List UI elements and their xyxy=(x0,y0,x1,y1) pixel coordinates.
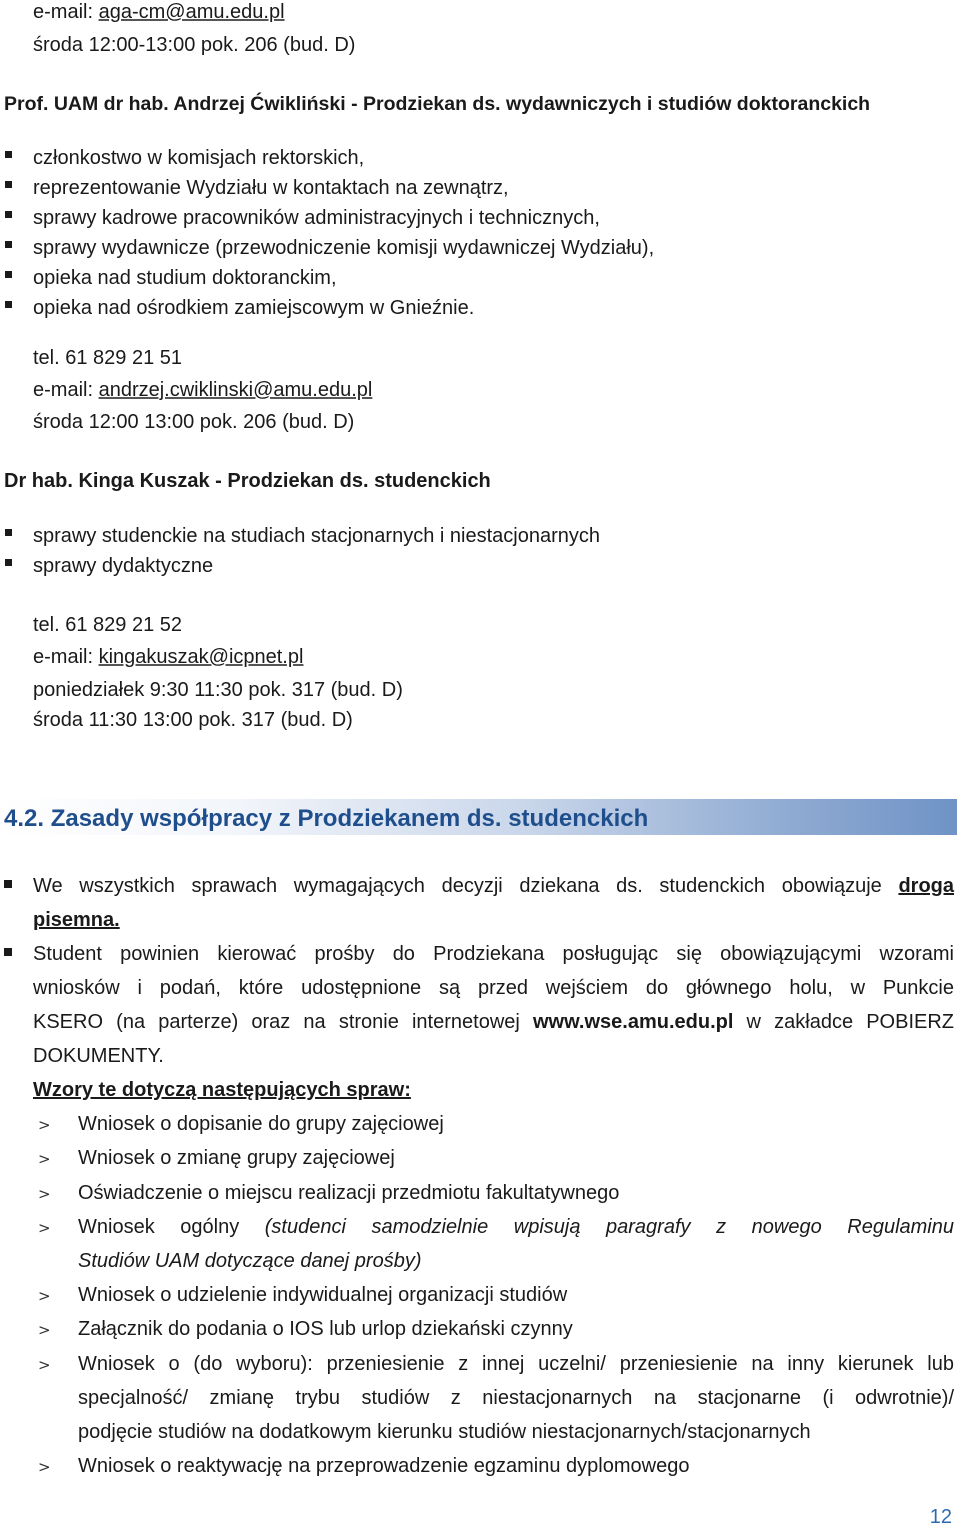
chevron-right-icon: > xyxy=(38,1287,51,1305)
list-item: Oświadczenie o miejscu realizacji przedmiotu fakultatywnego xyxy=(78,1182,620,1204)
person2-name: Dr hab. Kinga Kuszak - Prodziekan ds. studenckich xyxy=(4,470,491,492)
chevron-right-icon: > xyxy=(38,1185,51,1203)
person1-email-link[interactable]: andrzej.cwiklinski@amu.edu.pl xyxy=(98,379,373,401)
person1-email-line: e-mail: andrzej.cwiklinski@amu.edu.pl xyxy=(33,379,373,401)
top-hours: środa 12:00-13:00 pok. 206 (bud. D) xyxy=(33,34,356,56)
bullet-square xyxy=(5,529,12,536)
list-item-continuation: podjęcie studiów na dodatkowym kierunku studiów niestacjonarnych/stacjonarnych xyxy=(78,1421,811,1443)
person2-hours-1: poniedziałek 9:30 11:30 pok. 317 (bud. D) xyxy=(33,679,403,701)
list-item: Wniosek o dopisanie do grupy zajęciowej xyxy=(78,1113,444,1135)
rule-2-line-4: DOKUMENTY. xyxy=(33,1045,164,1067)
list-item-continuation: Studiów UAM dotyczące danej prośby) xyxy=(78,1250,422,1272)
list-item: członkostwo w komisjach rektorskich, xyxy=(33,147,365,169)
list-item: sprawy studenckie na studiach stacjonarnych i niestacjonarnych xyxy=(33,525,600,547)
bullet-square xyxy=(5,151,12,158)
rule-2-line-1: Student powinien kierować prośby do Prodziekana posługując się obowiązującymi wzorami xyxy=(33,943,954,965)
list-item: sprawy kadrowe pracowników administracyjnych i technicznych, xyxy=(33,207,600,229)
person2-tel: tel. 61 829 21 52 xyxy=(33,614,183,636)
list-item: Wniosek o (do wyboru): przeniesienie z innej uczelni/ przeniesienie na inny kierunek lub xyxy=(78,1353,954,1375)
person2-email-link[interactable]: kingakuszak@icpnet.pl xyxy=(98,646,304,668)
person2-hours-2: środa 11:30 13:00 pok. 317 (bud. D) xyxy=(33,709,353,731)
chevron-right-icon: > xyxy=(38,1321,51,1339)
bullet-square xyxy=(5,559,12,566)
list-item: Wniosek o reaktywację na przeprowadzenie egzaminu dyplomowego xyxy=(78,1455,690,1477)
person1-tel: tel. 61 829 21 51 xyxy=(33,347,183,369)
section-title: 4.2. Zasady współpracy z Prodziekanem ds. studenckich xyxy=(4,805,649,832)
list-item: Wniosek o udzielenie indywidualnej organizacji studiów xyxy=(78,1284,568,1306)
list-item: sprawy wydawnicze (przewodniczenie komisji wydawniczej Wydziału), xyxy=(33,237,655,259)
chevron-right-icon: > xyxy=(38,1150,51,1168)
bullet-square xyxy=(5,301,12,308)
bullet-square xyxy=(5,211,12,218)
website-link[interactable]: www.wse.amu.edu.pl xyxy=(532,1011,734,1033)
list-item: Załącznik do podania o IOS lub urlop dziekański czynny xyxy=(78,1318,573,1340)
page-number: 12 xyxy=(929,1506,952,1528)
list-item: Wniosek o zmianę grupy zajęciowej xyxy=(78,1147,395,1169)
bullet-square xyxy=(5,241,12,248)
person2-email-line: e-mail: kingakuszak@icpnet.pl xyxy=(33,646,304,668)
chevron-right-icon: > xyxy=(38,1356,51,1374)
rule-1-line-1: We wszystkich sprawach wymagających decyzji dziekana ds. studenckich obowiązuje droga xyxy=(33,875,954,897)
bullet-square xyxy=(5,181,12,188)
list-item: opieka nad ośrodkiem zamiejscowym w Gnieźnie. xyxy=(33,297,475,319)
forms-heading: Wzory te dotyczą następujących spraw: xyxy=(33,1079,411,1101)
rule-2-line-3: KSERO (na parterze) oraz na stronie internetowej www.wse.amu.edu.pl w zakładce POBIERZ xyxy=(33,1011,955,1033)
chevron-right-icon: > xyxy=(38,1219,51,1237)
bullet-square xyxy=(4,948,12,956)
top-email-link[interactable]: aga-cm@amu.edu.pl xyxy=(98,1,285,23)
chevron-right-icon: > xyxy=(38,1458,51,1476)
chevron-right-icon: > xyxy=(38,1116,51,1134)
rule-2-line-2: wniosków i podań, które udostępnione są przed wejściem do głównego holu, w Punkcie xyxy=(33,977,954,999)
person1-name: Prof. UAM dr hab. Andrzej Ćwikliński - Prodziekan ds. wydawniczych i studiów doktoranckich xyxy=(4,93,871,115)
list-item: opieka nad studium doktoranckim, xyxy=(33,267,337,289)
list-item: reprezentowanie Wydziału w kontaktach na zewnątrz, xyxy=(33,177,509,199)
list-item-continuation: specjalność/ zmianę trybu studiów z niestacjonarnych na stacjonarne (i odwrotnie)/ xyxy=(78,1387,954,1409)
list-item: sprawy dydaktyczne xyxy=(33,555,214,577)
list-item: Wniosek ogólny (studenci samodzielnie wpisują paragrafy z nowego Regulaminu xyxy=(78,1216,954,1238)
bullet-square xyxy=(5,271,12,278)
rule-1-line-2: pisemna. xyxy=(33,909,120,931)
top-email-line: e-mail: aga-cm@amu.edu.pl xyxy=(33,1,285,23)
bullet-square xyxy=(4,880,12,888)
person1-hours: środa 12:00 13:00 pok. 206 (bud. D) xyxy=(33,411,355,433)
